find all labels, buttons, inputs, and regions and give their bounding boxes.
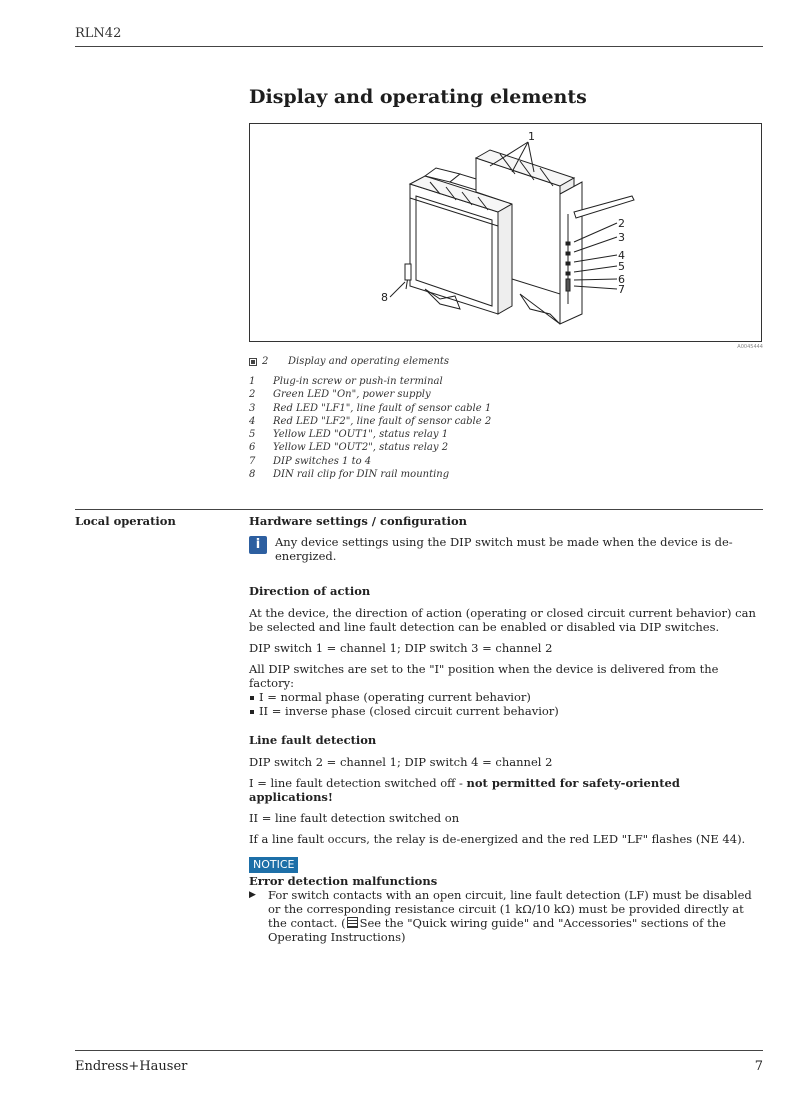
line-fault-heading: Line fault detection xyxy=(249,733,377,747)
callout-7: 7 xyxy=(618,283,625,296)
callout-5: 5 xyxy=(618,260,625,273)
document-icon xyxy=(347,917,358,928)
direction-paragraph: At the device, the direction of action (operating or closed circuit current behavior) can be selected and line fault detection can be enabled or disabled via DIP switches. xyxy=(249,606,756,634)
callout-4: 4 xyxy=(618,249,625,262)
figure-number: 2 xyxy=(262,356,269,367)
callout-2: 2 xyxy=(618,217,625,230)
hardware-settings-heading: Hardware settings / configuration xyxy=(249,514,468,528)
figure-caption xyxy=(249,356,449,367)
figure-caption-text: Display and operating elements xyxy=(288,356,450,367)
line-fault-off-text: I = line fault detection switched off - not permitted for safety-oriented applications! xyxy=(249,776,680,804)
page-number: 7 xyxy=(754,1059,763,1074)
figure-legend xyxy=(249,376,491,482)
legend-item: 1 Plug-in screw or push-in terminal xyxy=(249,376,443,387)
legend-item: 8 DIN rail clip for DIN rail mounting xyxy=(249,469,450,481)
list-item: II = inverse phase (closed circuit current behavior) xyxy=(249,704,763,718)
notice-text: For switch contacts with an open circuit, line fault detection (LF) must be disabled or the corresponding resistance circuit (1 kΩ/10 kΩ) must be provided directly at the contact. ( See the "Quick wiring guide" and "Accessories" sections of the Operating Instructions) xyxy=(268,888,752,944)
arrow-bullet-icon: ▶ xyxy=(249,890,256,900)
footer-company: Endress+Hauser xyxy=(75,1059,188,1074)
hint-text: Any device settings using the DIP switch must be made when the device is de-energized. xyxy=(275,535,733,563)
page-title: Display and operating elements xyxy=(249,86,587,108)
legend-item: 6 Yellow LED "OUT2", status relay 2 xyxy=(249,442,449,454)
line-fault-on-text: II = line fault detection switched on xyxy=(249,811,460,825)
info-icon: i xyxy=(249,536,267,554)
section-side-title: Local operation xyxy=(75,514,176,528)
local-operation-content xyxy=(249,514,763,944)
direction-heading: Direction of action xyxy=(249,584,371,598)
line-fault-behavior: If a line fault occurs, the relay is de-energized and the red LED "LF" flashes (NE 44). xyxy=(249,832,746,846)
callout-3: 3 xyxy=(618,231,625,244)
legend-item: 2 Green LED "On", power supply xyxy=(249,389,431,401)
figure-image-id: A0045444 xyxy=(737,344,763,350)
callout-8: 8 xyxy=(381,291,388,304)
callout-6: 6 xyxy=(618,273,625,286)
section-rule xyxy=(75,509,763,510)
notice-heading: Error detection malfunctions xyxy=(249,874,438,888)
figure-icon xyxy=(249,358,257,366)
legend-item: 7 DIP switches 1 to 4 xyxy=(249,455,372,467)
info-hint xyxy=(249,535,763,563)
line-fault-dip-mapping: DIP switch 2 = channel 1; DIP switch 4 = channel 2 xyxy=(249,755,553,769)
safety-warning: not permitted for safety-oriented applications! xyxy=(249,776,680,804)
legend-item: 3 Red LED "LF1", line fault of sensor cable 1 xyxy=(249,402,492,414)
legend-item: 5 Yellow LED "OUT1", status relay 1 xyxy=(249,429,449,441)
notice-instruction xyxy=(249,888,763,944)
footer-rule xyxy=(75,1050,763,1051)
document-name: RLN42 xyxy=(75,26,122,41)
callout-1: 1 xyxy=(528,130,535,143)
phase-list xyxy=(249,690,763,718)
device-drawing xyxy=(250,124,761,341)
notice-badge: NOTICE xyxy=(249,857,298,873)
header-rule xyxy=(75,46,763,47)
list-item: I = normal phase (operating current behavior) xyxy=(249,690,763,704)
direction-dip-mapping: DIP switch 1 = channel 1; DIP switch 3 = channel 2 xyxy=(249,641,553,655)
device-figure xyxy=(249,123,762,342)
direction-factory-setting: All DIP switches are set to the "I" position when the device is delivered from the factory: xyxy=(249,662,719,690)
legend-item: 4 Red LED "LF2", line fault of sensor cable 2 xyxy=(249,415,492,427)
